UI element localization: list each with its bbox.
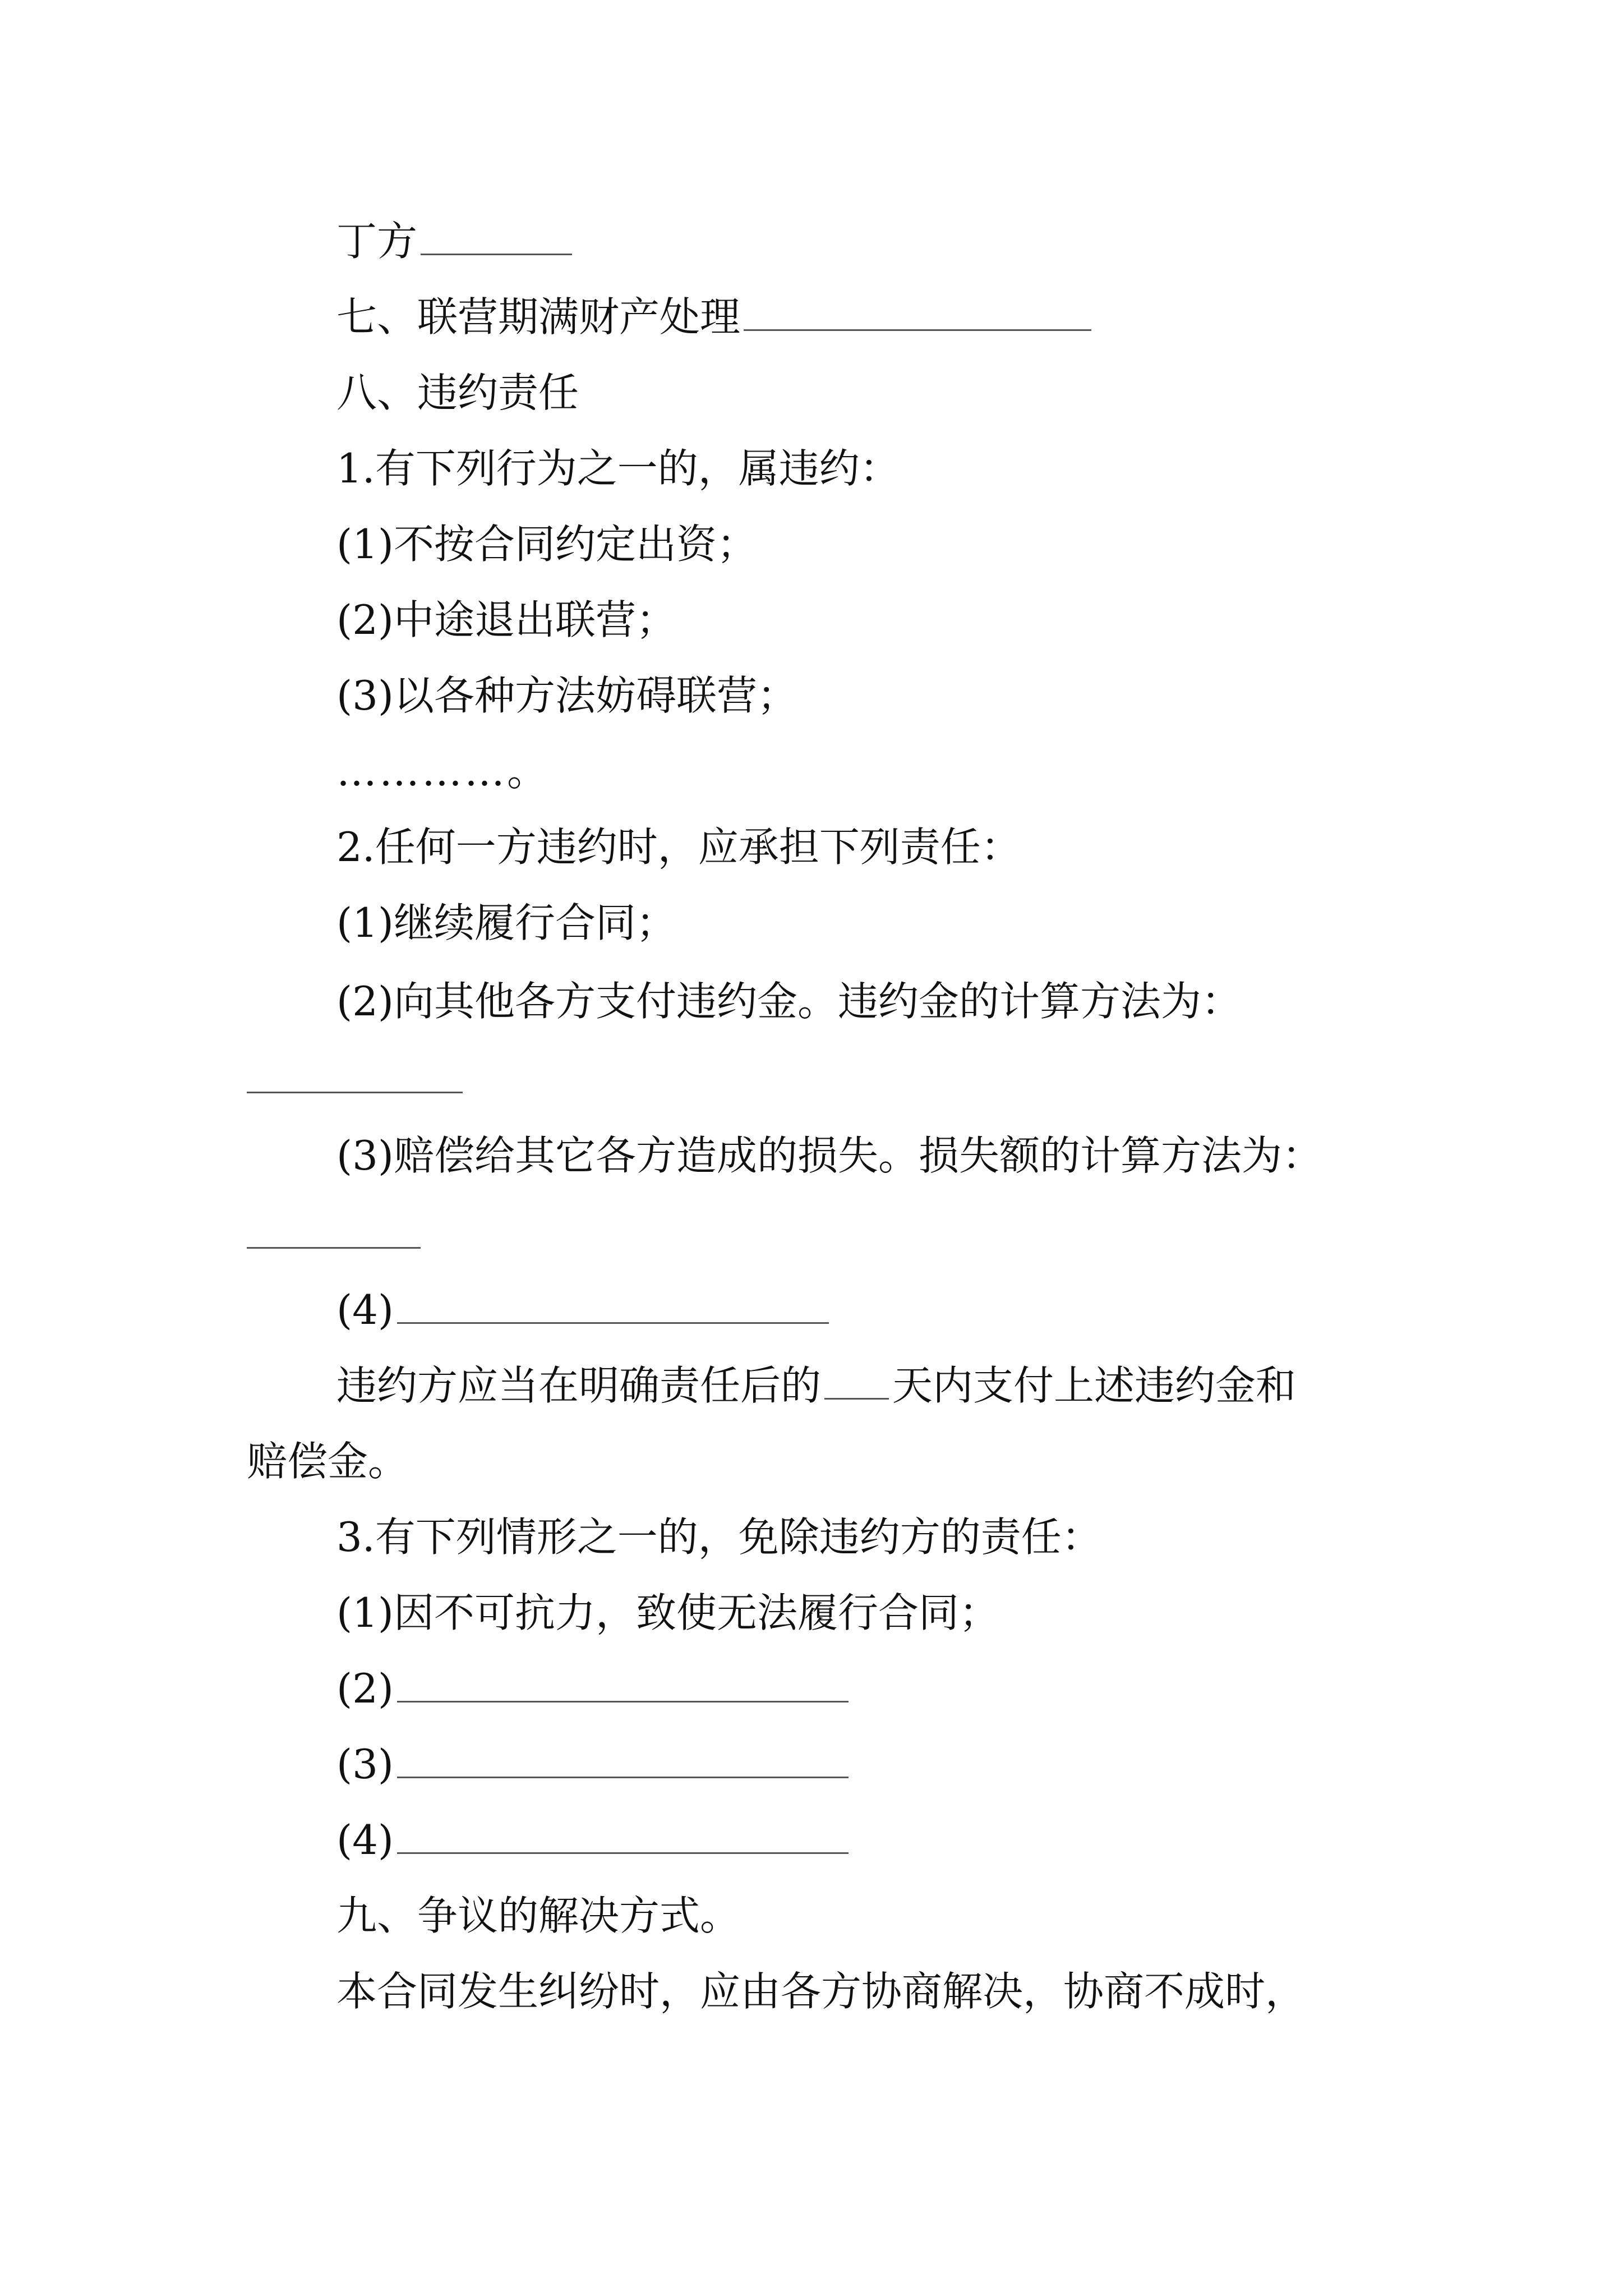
section-8-heading: 八、违约责任: [336, 369, 579, 416]
payment-deadline-continuation: 赔偿金。: [247, 1438, 409, 1485]
clause-8-2-item-1: (1)继续履行合同；: [336, 899, 676, 946]
loss-method-blank: [247, 1246, 421, 1249]
clause-8-3-item-3-line: [336, 1736, 849, 1792]
clause-8-3-item-4-blank: [397, 1852, 849, 1854]
payment-deadline-text-a: 违约方应当在明确责任后的: [336, 1362, 822, 1409]
clause-8-3-item-1: (1)因不可抗力，致使无法履行合同；: [336, 1589, 999, 1636]
clause-8-2-item-4-blank: [397, 1322, 829, 1324]
clause-8-2-item-3: (3)赔偿给其它各方造成的损失。损失额的计算方法为：: [336, 1132, 1322, 1179]
party-d-blank: [421, 253, 572, 255]
clause-8-2: 2.任何一方违约时，应承担下列责任：: [336, 823, 1021, 871]
clause-8-1: 1.有下列行为之一的，属违约：: [336, 445, 900, 492]
clause-8-3-item-4-label: (4): [336, 1816, 394, 1864]
clause-8-1-item-1: (1)不按合同约定出资；: [336, 521, 757, 568]
clause-8-3-item-3-blank: [397, 1776, 849, 1778]
payment-deadline-line: [336, 1358, 1296, 1414]
section-9-body: 本合同发生纠纷时，应由各方协商解决，协商不成时，: [336, 1968, 1306, 2015]
section-7-heading: 七、联营期满财产处理: [336, 293, 741, 341]
payment-deadline-text-b: 天内支付上述违约金和: [892, 1362, 1297, 1409]
party-d-label: 丁方: [336, 218, 418, 265]
clause-8-3: 3.有下列情形之一的，免除违约方的责任：: [336, 1513, 1102, 1561]
clause-8-1-item-3: (3)以各种方法妨碍联营；: [336, 672, 797, 719]
clause-8-3-item-4-line: [336, 1812, 849, 1868]
section-7-line: [336, 289, 1091, 345]
clause-8-3-item-2-label: (2): [336, 1665, 394, 1712]
clause-8-2-item-2: (2)向其他各方支付违约金。违约金的计算方法为：: [336, 978, 1242, 1025]
section-7-blank: [744, 329, 1091, 331]
clause-8-2-item-4-label: (4): [336, 1286, 394, 1333]
clause-8-2-item-4-line: [336, 1282, 829, 1338]
clause-8-3-item-3-label: (3): [336, 1741, 394, 1788]
clause-8-1-item-2: (2)中途退出联营；: [336, 596, 676, 643]
party-d-line: [336, 213, 572, 269]
clause-8-3-item-2-line: [336, 1660, 849, 1717]
clause-8-3-item-2-blank: [397, 1700, 849, 1703]
payment-days-blank: [824, 1397, 889, 1400]
ellipsis-line: …………。: [336, 748, 550, 795]
penalty-method-blank: [247, 1091, 463, 1093]
section-9-heading: 九、争议的解决方式。: [336, 1892, 741, 1939]
